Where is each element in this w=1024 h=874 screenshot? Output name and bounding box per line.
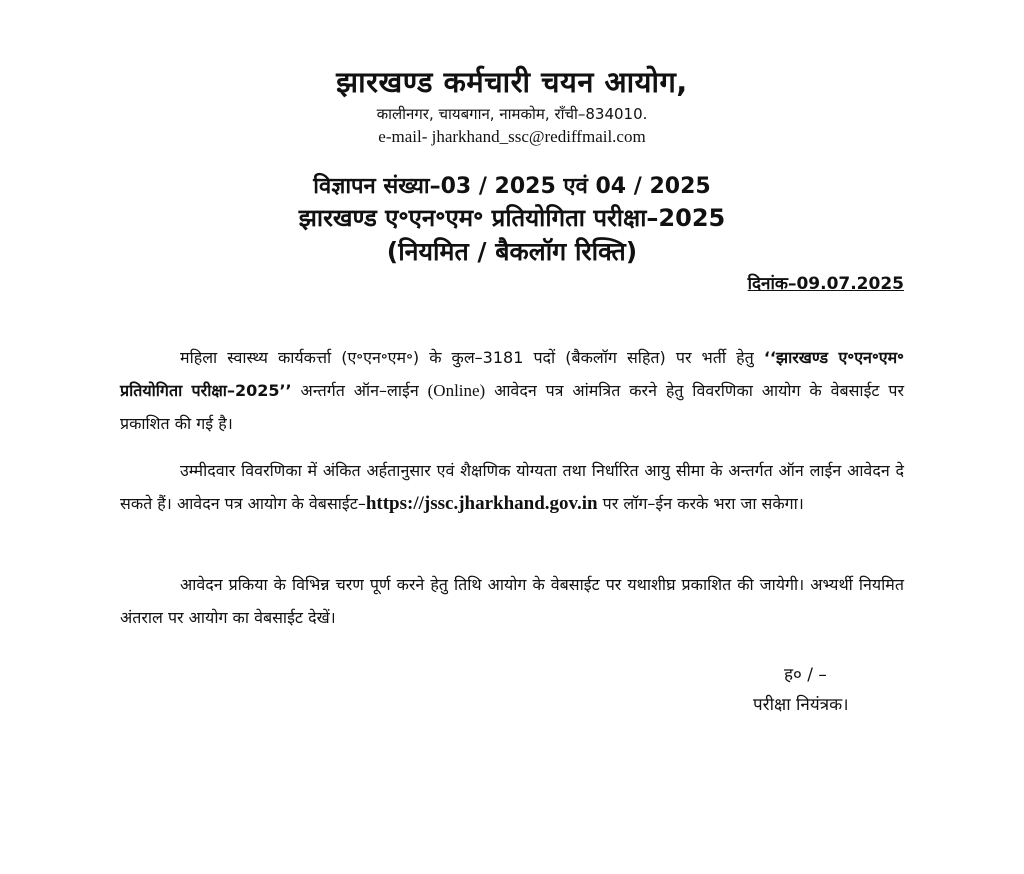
paragraph-2-text-a: उम्मीदवार विवरणिका में अंकित अर्हतानुसार एवं शैक्षणिक योग्यता तथा निर्धारित आयु सीमा के अन्तर्गत ऑन लाईन आवेदन दे सकते हैं। आवेदन पत्र आयोग के वेबसाईट– bbox=[120, 461, 904, 513]
org-name: झारखण्ड कर्मचारी चयन आयोग, bbox=[336, 65, 688, 99]
signature-title: परीक्षा नियंत्रक। bbox=[753, 695, 849, 715]
notice-date: दिनांक–09.07.2025 bbox=[747, 274, 904, 294]
paragraph-3-text: आवेदन प्रकिया के विभिन्न चरण पूर्ण करने हेतु तिथि आयोग के वेबसाईट पर यथाशीघ्र प्रकाशित की जायेगी। अभ्यर्थी नियमित अंतराल पर आयोग का वेबसाईट देखें। bbox=[120, 575, 904, 627]
paragraph-1-online: (Online) bbox=[427, 381, 486, 400]
paragraph-3 bbox=[120, 568, 904, 634]
paragraph-1 bbox=[120, 341, 904, 440]
exam-title: झारखण्ड ए॰एन॰एम॰ प्रतियोगिता परीक्षा–2025 bbox=[298, 204, 726, 232]
paragraph-1-text-b: अन्तर्गत ऑन–लाईन bbox=[291, 381, 428, 400]
advertisement-number: विज्ञापन संख्या–03 / 2025 एवं 04 / 2025 bbox=[313, 174, 711, 199]
paragraph-2-text-b: पर लॉग–ईन करके भरा जा सकेगा। bbox=[597, 494, 804, 513]
org-email: e-mail- jharkhand_ssc@rediffmail.com bbox=[378, 127, 646, 146]
paragraph-1-exam-name: ‘‘झारखण्ड ए॰एन॰एम॰ प्रतियोगिता परीक्षा–2025’’ bbox=[120, 348, 904, 400]
org-address: कालीनगर, चायबगान, नामकोम, राँची–834010. bbox=[376, 105, 648, 123]
website-url: https://jssc.jharkhand.gov.in bbox=[365, 493, 598, 514]
exam-subtitle: (नियमित / बैकलॉग रिक्ति) bbox=[386, 237, 638, 266]
paragraph-2 bbox=[120, 454, 904, 520]
paragraph-1-text-c: आवेदन पत्र आंमत्रित करने हेतु विवरणिका आयोग के वेबसाईट पर प्रकाशित की गई है। bbox=[120, 381, 904, 433]
paragraph-1-text-a: महिला स्वास्थ्य कार्यकर्त्ता (ए॰एन॰एम॰) के कुल–3181 पदों (बैकलॉग सहित) पर भर्ती हेतु bbox=[180, 348, 764, 367]
signature-mark: ह० / – bbox=[784, 665, 827, 685]
